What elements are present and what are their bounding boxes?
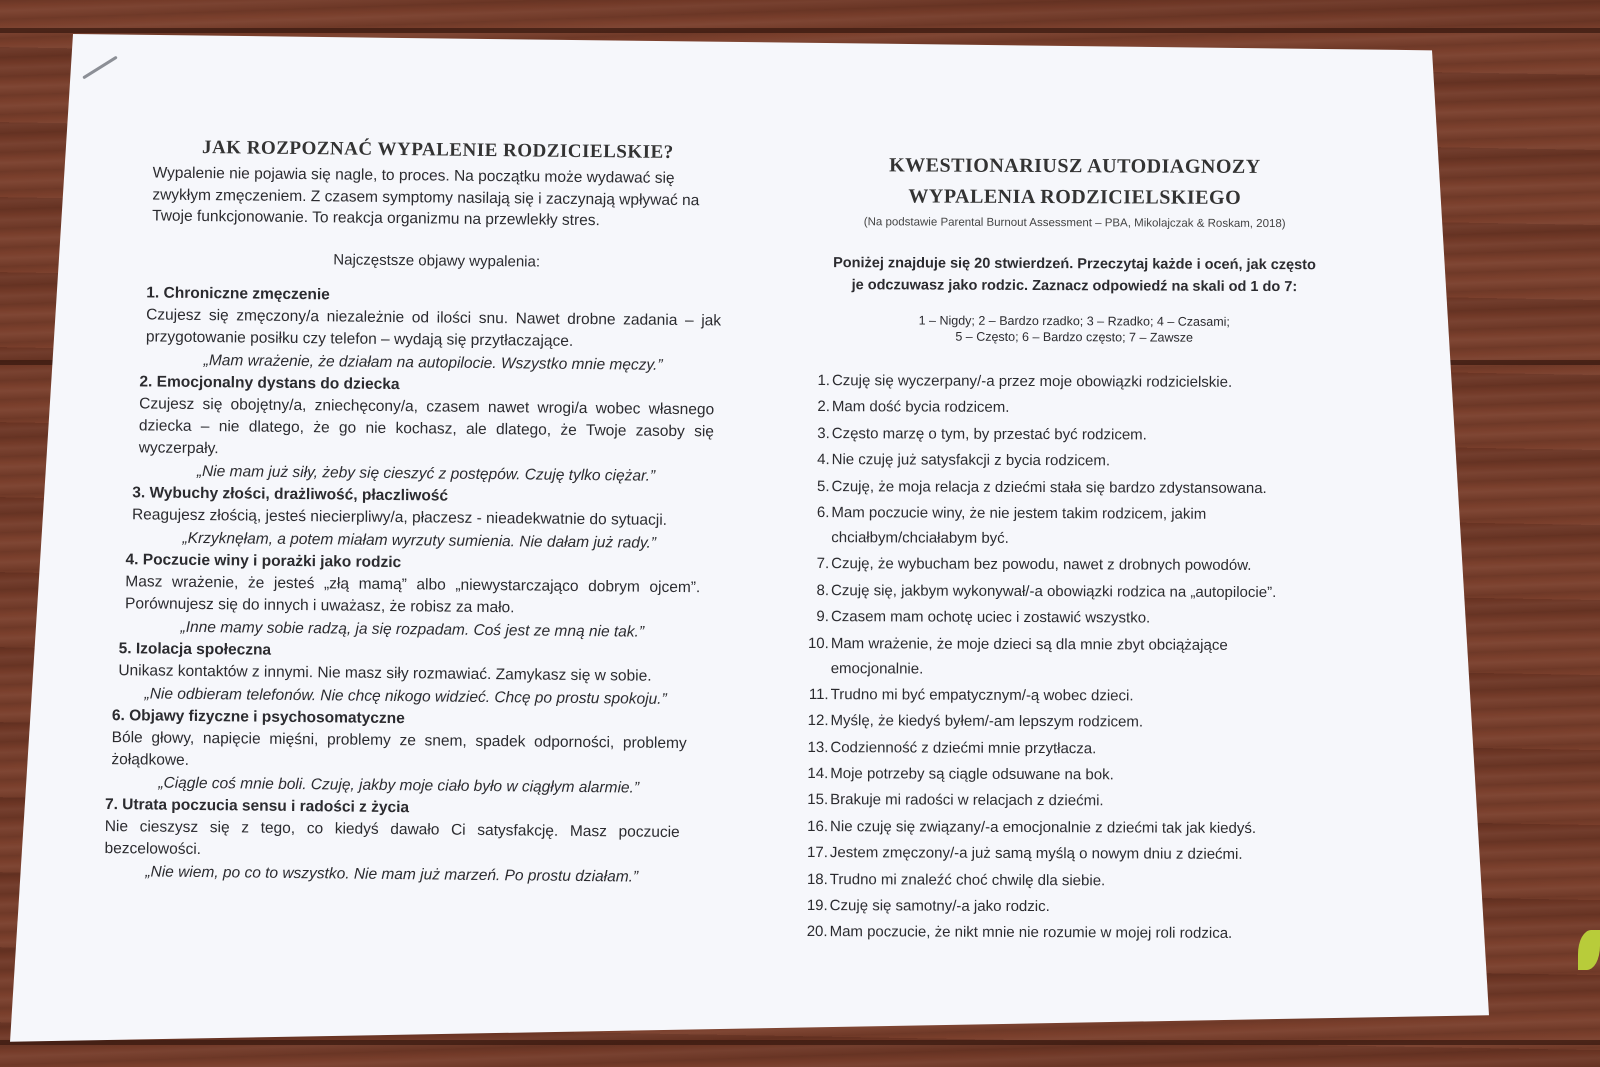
symptom-title: 1. Chroniczne zmęczenie [146, 283, 330, 303]
item-number: 15. [807, 791, 829, 809]
item-text: Czuję się, jakbym wykonywał/-a obowiązki rodzica na „autopilocie”. [831, 581, 1277, 601]
item-number: 19. [806, 897, 828, 915]
symptoms-title: JAK ROZPOZNAĆ WYPALENIE RODZICIELSKIE? [201, 136, 674, 163]
scale-line-2: 5 – Często; 6 – Bardzo często; 7 – Zawsze [955, 329, 1194, 345]
questionnaire-section [802, 150, 1345, 948]
item-number: 16. [807, 817, 829, 835]
questionnaire-item [803, 551, 1343, 578]
item-text: Mam wrażenie, że moje dzieci są dla mnie zbyt obciążające emocjonalnie. [830, 634, 1228, 678]
questionnaire-items [802, 368, 1345, 947]
item-text: Moje potrzeby są ciągle odsuwane na bok. [830, 765, 1114, 784]
leaf-fragment [1578, 930, 1600, 970]
symptom-title: 4. Poczucie winy i porażki jako rodzic [125, 550, 402, 571]
item-text: Codzienność z dziećmi mnie przytłacza. [830, 738, 1097, 757]
burnout-symptoms-section [100, 136, 728, 889]
symptom-description: Unikasz kontaktów z innymi. Nie masz siły rozmawiać. Zamykasz się w sobie. [118, 661, 652, 685]
item-text: Czuję się samotny/-a jako rodzic. [829, 897, 1050, 916]
item-text: Często marzę o tym, by przestać być rodzicem. [831, 424, 1147, 444]
symptom-quote: „Inne mamy sobie radzą, ja się rozpadam. Coś jest ze mną nie tak.” [180, 618, 645, 641]
wood-plank-gap-bottom [0, 1040, 1600, 1045]
questionnaire-item [802, 893, 1342, 920]
item-text: Czuję, że moja relacja z dziećmi stała się bardzo zdystansowana. [831, 477, 1267, 497]
item-number: 14. [807, 765, 829, 783]
item-number: 4. [817, 451, 830, 469]
symptom-quote: „Nie wiem, po co to wszystko. Nie mam już marzeń. Po prostu działam.” [145, 862, 639, 886]
symptoms-intro: Wypalenie nie pojawia się nagle, to proces. Na początku może wydawać się zwykłym zmęczeniem. Z czasem symptomy nasilają się i zaczynają wpływać na Twoje funkcjonowanie. To reakcja organizmu na przewlekły stres. [152, 164, 700, 230]
symptom-5 [118, 638, 723, 711]
item-text: Czuję, że wybucham bez powodu, nawet z drobnych powodów. [831, 555, 1252, 575]
scale-line-1: 1 – Nigdy; 2 – Bardzo rzadko; 3 – Rzadko; 4 – Czasami; [918, 313, 1230, 329]
symptom-7 [104, 794, 721, 889]
questionnaire-item [802, 787, 1342, 814]
questionnaire-title-line-2: WYPALENIA RODZICIELSKIEGO [908, 185, 1242, 209]
wood-plank-gap-top [0, 28, 1600, 33]
symptom-quote: „Nie odbieram telefonów. Nie chcę nikogo widzieć. Chcę po prostu spokoju.” [144, 684, 667, 708]
item-number: 1. [817, 372, 831, 390]
symptom-title: 5. Izolacja społeczna [118, 639, 272, 659]
item-text: Myślę, że kiedyś byłem/-am lepszym rodzicem. [830, 712, 1144, 731]
item-number: 12. [807, 712, 829, 730]
symptoms-subheading: Najczęstsze objawy wypalenia: [333, 250, 541, 271]
symptom-title: 3. Wybuchy złości, drażliwość, płaczliwość [132, 483, 449, 505]
symptom-description: Bóle głowy, napięcie mięśni, problemy ze snem, spadek odporności, problemy żołądkowe. [111, 728, 687, 769]
questionnaire-item [802, 919, 1342, 946]
item-number: 17. [807, 844, 828, 862]
item-number: 2. [817, 398, 830, 416]
symptom-description: Masz wrażenie, że jesteś „złą mamą” albo „niewystarczająco dobrym ojcem”. Porównujesz się do innych i uważasz, że robisz za mało. [125, 572, 701, 616]
questionnaire-item [803, 578, 1343, 605]
item-number: 6. [816, 504, 830, 522]
item-text: Mam poczucie winy, że nie jestem takim rodzicem, jakim chciałbym/chciałabym być. [831, 504, 1207, 547]
symptom-quote: „Krzyknęłam, a potem miałam wyrzuty sumienia. Nie dałam już rady.” [182, 529, 657, 552]
item-text: Czuję się wyczerpany/-a przez moje obowiązki rodzicielskie. [831, 372, 1233, 391]
symptom-4 [125, 549, 724, 644]
item-text: Jestem zmęczony/-a już samą myślą o nowym dniu z dziećmi. [829, 844, 1243, 864]
symptom-description: Reagujesz złością, jesteś niecierpliwy/a, płaczesz - nieadekwatnie do sytuacji. [131, 505, 668, 529]
instruction-line-1: Poniżej znajduje się 20 stwierdzeń. Przeczytaj każde i oceń, jak często [833, 255, 1316, 274]
symptom-title: 2. Emocjonalny dystans do dziecka [139, 372, 400, 393]
questionnaire-item [802, 840, 1342, 867]
symptom-1 [146, 282, 727, 377]
item-number: 11. [808, 685, 829, 704]
item-text: Mam poczucie, że nikt mnie nie rozumie w mojej roli rodzica. [829, 923, 1233, 943]
item-number: 8. [816, 581, 830, 599]
questionnaire-title-line-1: KWESTIONARIUSZ AUTODIAGNOZY [889, 154, 1261, 178]
item-text: Brakuje mi radości w relacjach z dziećmi. [830, 791, 1104, 810]
symptom-description: Nie cieszysz się z tego, co kiedyś dawało Ci satysfakcję. Masz poczucie bezcelowości. [104, 817, 680, 858]
item-text: Nie czuję się związany/-a emocjonalnie z dziećmi tak jak kiedyś. [830, 817, 1257, 837]
questionnaire-item [804, 394, 1344, 421]
item-number: 10. [807, 634, 829, 652]
item-number: 18. [806, 870, 828, 888]
symptom-2 [138, 371, 725, 488]
item-text: Czasem mam ochotę uciec i zostawić wszystko. [830, 608, 1151, 627]
questionnaire-item [803, 682, 1343, 709]
item-number: 3. [817, 424, 830, 442]
questionnaire-item [802, 814, 1342, 841]
item-number: 7. [816, 555, 830, 573]
symptom-quote: „Nie mam już siły, żeby się cieszyć z postępów. Czuję tylko ciężar.” [196, 462, 656, 485]
symptom-3 [132, 482, 725, 555]
item-text: Nie czuję już satysfakcji z bycia rodzicem. [831, 451, 1111, 470]
questionnaire-item [804, 447, 1344, 474]
questionnaire-instruction [804, 252, 1344, 298]
questionnaire-item [803, 500, 1343, 552]
questionnaire-item [803, 631, 1343, 683]
symptom-quote: „Mam wrażenie, że działam na autopilocie. Wszystko mnie męczy.” [203, 351, 663, 374]
symptom-description: Czujesz się zmęczony/a niezależnie od ilości snu. Nawet drobne zadania – jak przygotowanie posiłku czy telefon – wydają się przytłaczające. [145, 305, 722, 350]
item-number: 20. [806, 923, 828, 941]
rating-scale [804, 312, 1344, 346]
symptom-6 [111, 705, 722, 800]
item-number: 9. [816, 608, 830, 626]
questionnaire-item [802, 735, 1342, 762]
questionnaire-item [804, 368, 1344, 395]
item-text: Mam dość bycia rodzicem. [831, 398, 1010, 417]
questionnaire-item [804, 421, 1344, 448]
questionnaire-item [803, 474, 1343, 501]
instruction-line-2: je odczuwasz jako rodzic. Zaznacz odpowiedź na skali od 1 do 7: [851, 277, 1298, 296]
questionnaire-item [802, 708, 1342, 735]
questionnaire-item [803, 604, 1343, 631]
questionnaire-item [802, 867, 1342, 894]
item-number: 5. [816, 477, 830, 495]
item-text: Trudno mi znaleźć choć chwilę dla siebie. [829, 870, 1106, 889]
questionnaire-source: (Na podstawie Parental Burnout Assessment – PBA, Mikolajczak & Roskam, 2018) [863, 216, 1286, 231]
symptom-quote: „Ciągle coś mnie boli. Czuję, jakby moje ciało było w ciągłym alarmie.” [158, 774, 640, 797]
symptom-title: 6. Objawy fizyczne i psychosomatyczne [111, 706, 405, 727]
symptom-description: Czujesz się obojętny/a, zniechęcony/a, czasem nawet wrogi/a wobec własnego dziecka – nie dlatego, że go nie kochasz, ale dlatego, że Twoje zasoby się wyczerpały. [138, 394, 715, 457]
item-text: Trudno mi być empatycznym/-ą wobec dzieci. [830, 686, 1134, 705]
questionnaire-item [802, 761, 1342, 788]
item-number: 13. [807, 738, 829, 756]
symptom-title: 7. Utrata poczucia sensu i radości z życia [104, 795, 410, 816]
